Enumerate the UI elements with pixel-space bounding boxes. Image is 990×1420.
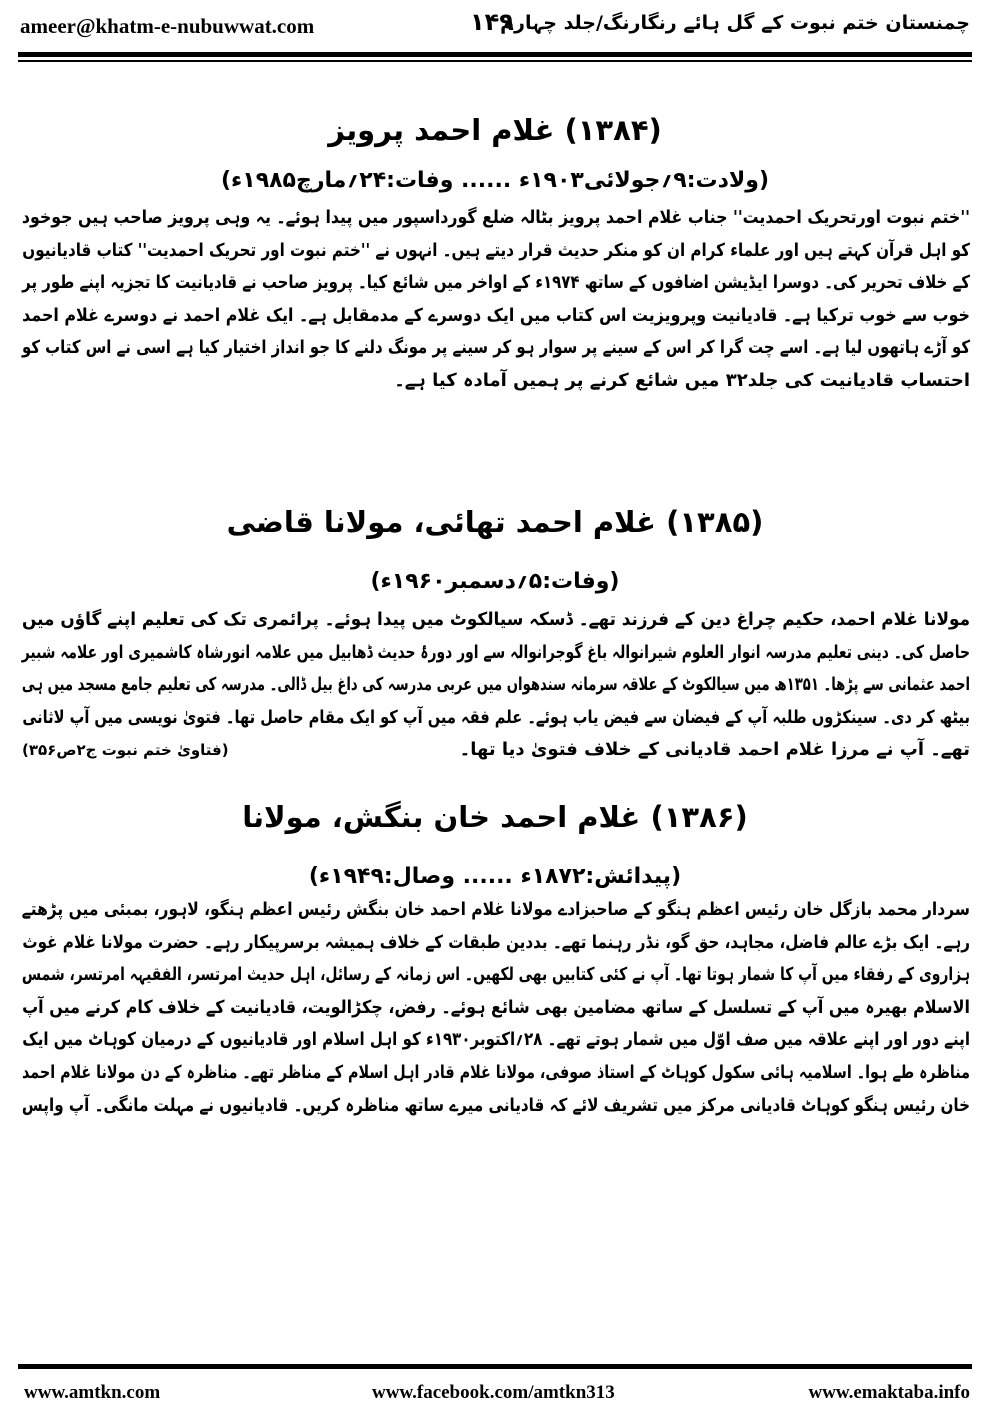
- footer-link-left[interactable]: www.amtkn.com: [24, 1382, 161, 1403]
- book-title: چمنستان ختم نبوت کے گل ہائے رنگارنگ/جلد چہارم: [500, 12, 970, 34]
- text-line: مولانا غلام احمد، حکیم چراغ دین کے فرزند تھے۔ ڈسکہ سیالکوٹ میں پیدا ہوئے۔ پرائمری تک کی تعلیم اپنے گاؤں میں: [22, 609, 971, 630]
- text-line: حاصل کی۔ دینی تعلیم مدرسہ انوار العلوم شیرانوالہ باغ گوجرانوالہ سے اور دورۂ حدیث ڈھابیل میں علامہ انورشاہ کاشمیری اور علامہ شبیر: [21, 641, 970, 663]
- page-number: ۱۴۹: [470, 8, 514, 36]
- text-line: بیٹھ کر دی۔ سینکڑوں طلبہ آپ کے فیضان سے فیض یاب ہوئے۔ علم فقہ میں آپ کو ایک مقام حاصل تھا۔ فتویٰ نویسی میں آپ لاثانی: [22, 706, 970, 728]
- footer-link-center[interactable]: www.facebook.com/amtkn313: [372, 1382, 615, 1403]
- text-line: ہزاروی کے رفقاء میں آپ کا شمار ہوتا تھا۔ آپ نے کئی کتابیں بھی لکھیں۔ اس زمانہ کے رسائل، اہل حدیث امرتسر، الفقیہہ امرتسر، شمس: [21, 964, 970, 986]
- section-heading: (۱۳۸۵) غلام احمد تھائی، مولانا قاضی: [226, 505, 764, 539]
- footer-rule: [18, 1364, 972, 1369]
- text-line: تھے۔ آپ نے مرزا غلام احمد قادیانی کے خلاف فتویٰ دیا تھا۔: [459, 739, 970, 761]
- section-dates: (ولادت:۹؍جولائی۱۹۰۳ء ...... وفات:۲۴؍مارچ۱۹۸۵ء): [220, 168, 770, 193]
- text-line: ''ختم نبوت اورتحریک احمدیت'' جناب غلام احمد پرویز بٹالہ ضلع گورداسپور میں پیدا ہوئے۔ یہ وہی پرویز صاحب ہیں جوخود: [21, 207, 970, 228]
- text-line: کو آڑے ہاتھوں لیا ہے۔ اسے چت گرا کر اس کے سینے پر سوار ہو کر سینے پر مونگ دلنے کا جو انداز اختیار کیا ہے اسی نے اس کتاب کو: [21, 337, 970, 359]
- citation: (فتاویٰ ختم نبوت ج۲ص۳۵۶): [22, 741, 229, 760]
- text-line: خان رئیس ہنگو کوہاٹ قادیانی مرکز میں تشریف لائے کہ قادیانی میرے ساتھ مناظرہ کریں۔ قادیانیوں نے مہلت مانگی۔ آپ واپس: [21, 1094, 971, 1116]
- footer-link-right[interactable]: www.emaktaba.info: [808, 1382, 970, 1403]
- header-rule-thin: [18, 60, 972, 62]
- text-line: مناظرہ طے ہوا۔ اسلامیہ ہائی سکول کوہاٹ کے استاذ صوفی، مولانا غلام قادر اہل اسلام کے مناظر تھے۔ مناظرہ کے دن مولانا غلام احمد: [22, 1062, 971, 1083]
- text-line: کے خلاف تحریر کی۔ دوسرا ایڈیشن اضافوں کے ساتھ ۱۹۷۴ء کے اواخر میں شائع کیا۔ پرویز صاحب نے قادیانیت کا تجزیہ اپنے طور پر: [22, 272, 970, 294]
- header-email: ameer@khatm-e-nubuwwat.com: [20, 14, 315, 38]
- text-line: احمد عثمانی سے پڑھا۔ ۱۳۵۱ھ میں سیالکوٹ کے علاقہ سرمانہ سندھواں میں عربی مدرسہ کی داغ بیل ڈالی۔ مدرسہ کی تعلیم جامع مسجد میں ہی: [21, 674, 970, 696]
- text-line: کو اہل قرآن کہتے ہیں اور علماء کرام ان کو منکر حدیث قرار دیتے ہیں۔ انہوں نے ''ختم نبوت اور تحریک احمدیت'' کتاب قادیانیوں: [22, 239, 971, 261]
- section-dates: (پیدائش:۱۸۷۲ء ...... وصال:۱۹۴۹ء): [308, 864, 682, 889]
- section-dates: (وفات:۵؍دسمبر۱۹۶۰ء): [370, 569, 620, 594]
- section-heading: (۱۳۸۴) غلام احمد پرویز: [328, 113, 662, 147]
- text-line: اپنے دور اور اپنے علاقہ میں صف اوّل میں شمار ہوتے تھے۔ ۲۸؍اکتوبر۱۹۳۰ء کو اہل اسلام اور قادیانیوں کے درمیان کوہاٹ میں ایک: [22, 1029, 970, 1051]
- section-heading: (۱۳۸۶) غلام احمد خان بنگش، مولانا: [242, 800, 748, 834]
- text-line: رہے۔ ایک بڑے عالم فاضل، مجاہد، حق گو، نڈر رہنما تھے۔ بددین طبقات کے خلاف ہمیشہ برسرپیکار رہے۔ حضرت مولانا غلام غوث: [22, 931, 970, 953]
- text-line: الاسلام بھیرہ میں آپ کے تسلسل کے ساتھ مضامین بھی شائع ہوئے۔ رفض، چکڑالویت، قادیانیت کے خلاف کام کرنے میں آپ: [22, 996, 971, 1018]
- header-rule-thick: [18, 52, 972, 57]
- text-line: خوب سے خوب ترکیا ہے۔ قادیانیت وپرویزیت اس کتاب میں ایک دوسرے کے مدمقابل ہے۔ ایک غلام احمد نے دوسرے غلام احمد: [22, 304, 970, 326]
- text-line: سردار محمد بازگل خان رئیس اعظم ہنگو کے صاحبزادے مولانا غلام احمد خان بنگش رئیس اعظم ہنگو، لاہور، بمبئی میں پڑھتے: [21, 899, 970, 920]
- text-line: احتساب قادیانیت کی جلد۳۲ میں شائع کرنے پر ہمیں آمادہ کیا ہے۔: [394, 370, 970, 391]
